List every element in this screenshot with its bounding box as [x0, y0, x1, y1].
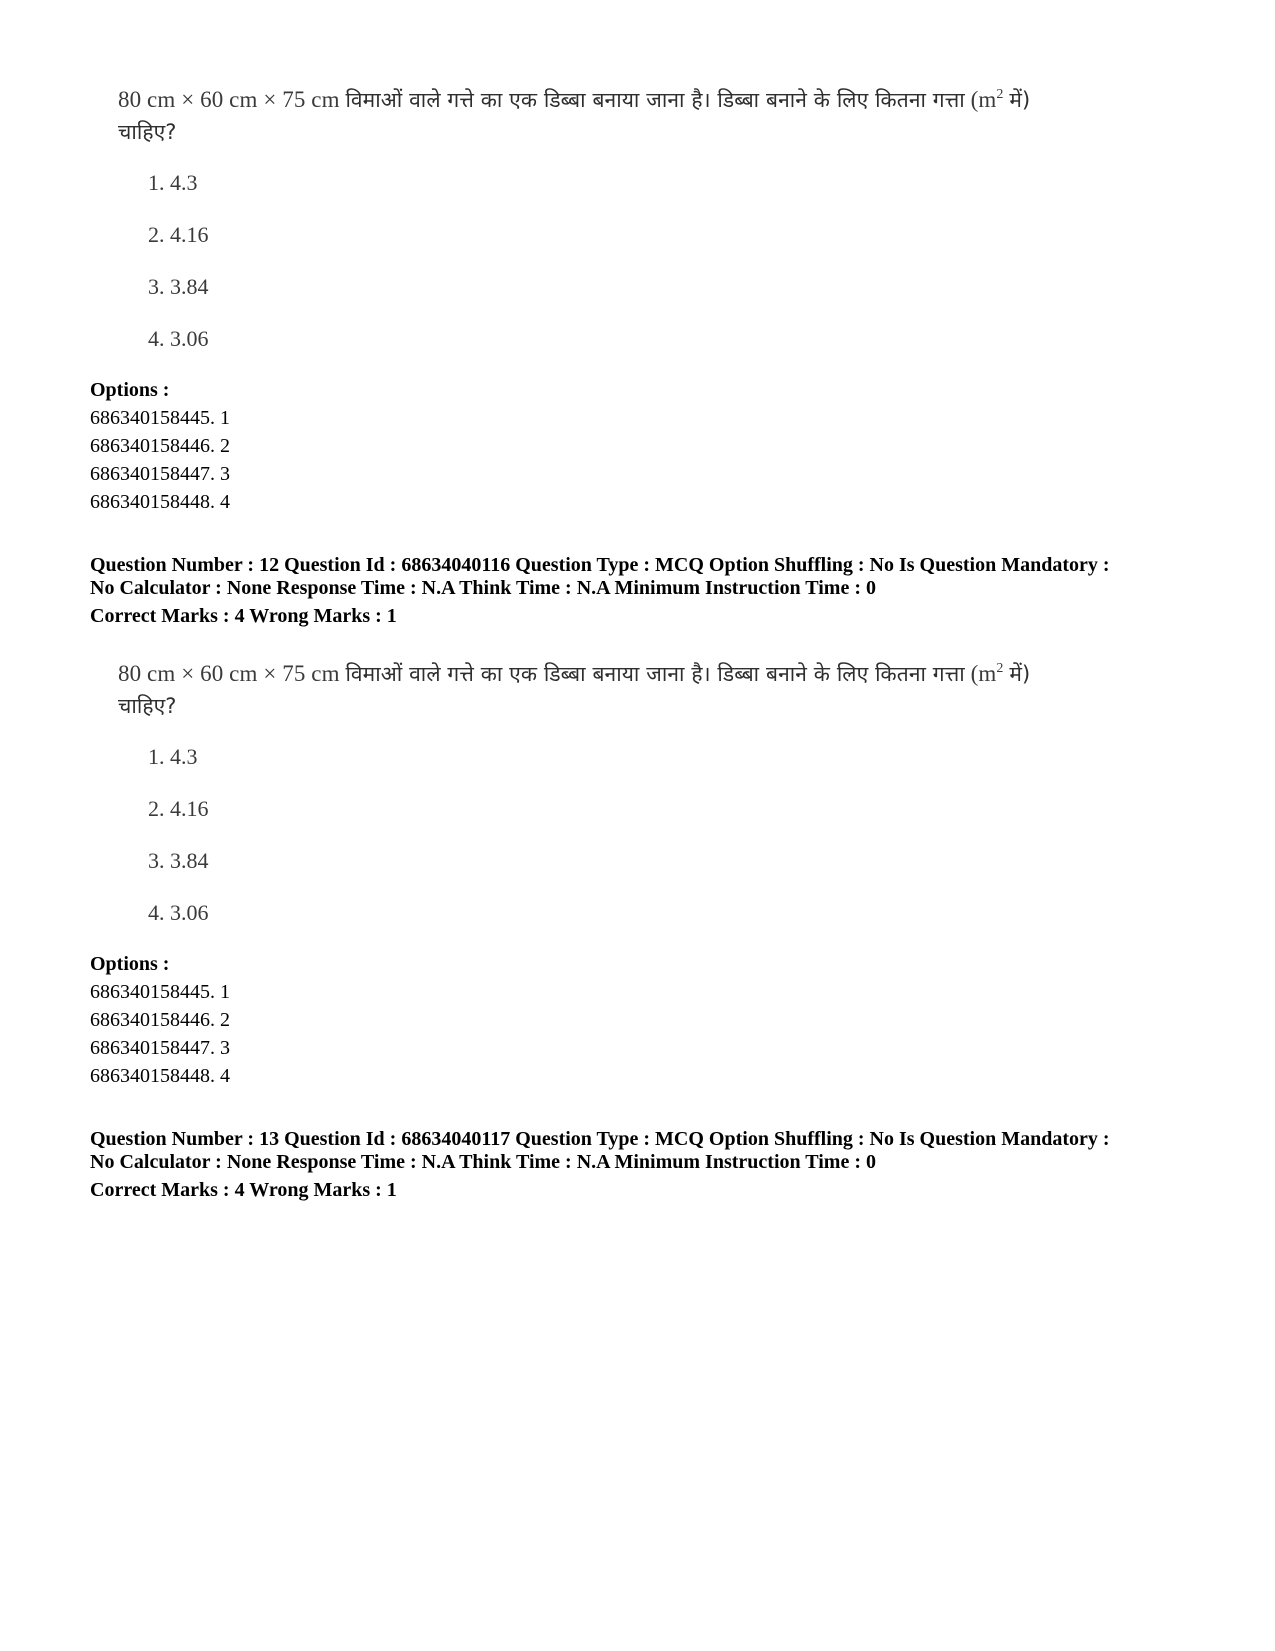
question-hindi-text: विमाओं वाले गत्ते का एक डिब्बा बनाया जाना है। डिब्बा बनाने के लिए कितना गत्ता — [345, 662, 965, 686]
choice-2: 2. 4.16 — [148, 222, 209, 247]
question-unit-open: (m — [970, 661, 997, 686]
option-id-3: 686340158447. 3 — [90, 463, 230, 485]
option-id-2: 686340158446. 2 — [90, 435, 230, 457]
question-meta-line1: Question Number : 12 Question Id : 68634040116 Question Type : MCQ Option Shuffling : No Is Question Mandatory : — [90, 554, 1110, 576]
question-text — [118, 84, 1178, 148]
option-id-3: 686340158447. 3 — [90, 1037, 230, 1059]
option-id-1: 686340158445. 1 — [90, 407, 230, 429]
question-dimensions: 80 cm × 60 cm × 75 cm — [118, 87, 340, 112]
question-unit-close: में) — [1009, 662, 1031, 686]
question-text — [118, 658, 1178, 722]
option-id-4: 686340158448. 4 — [90, 491, 230, 513]
question-marks: Correct Marks : 4 Wrong Marks : 1 — [90, 605, 397, 627]
option-id-1: 686340158445. 1 — [90, 981, 230, 1003]
question-text-line2: चाहिए? — [118, 120, 177, 144]
choice-3: 3. 3.84 — [148, 848, 209, 873]
question-unit-close: में) — [1009, 88, 1031, 112]
question-unit-superscript: 2 — [996, 87, 1004, 102]
question-meta-line2: No Calculator : None Response Time : N.A Think Time : N.A Minimum Instruction Time : 0 — [90, 577, 876, 599]
choice-1: 1. 4.3 — [148, 170, 198, 195]
question-unit-superscript: 2 — [996, 661, 1004, 676]
question-text-line2: चाहिए? — [118, 694, 177, 718]
choice-1: 1. 4.3 — [148, 744, 198, 769]
options-label: Options : — [90, 953, 170, 975]
choice-4: 4. 3.06 — [148, 900, 209, 925]
question-meta-line2: No Calculator : None Response Time : N.A Think Time : N.A Minimum Instruction Time : 0 — [90, 1151, 876, 1173]
option-id-4: 686340158448. 4 — [90, 1065, 230, 1087]
option-id-2: 686340158446. 2 — [90, 1009, 230, 1031]
choice-3: 3. 3.84 — [148, 274, 209, 299]
question-dimensions: 80 cm × 60 cm × 75 cm — [118, 661, 340, 686]
question-marks: Correct Marks : 4 Wrong Marks : 1 — [90, 1179, 397, 1201]
question-unit-open: (m — [970, 87, 997, 112]
options-label: Options : — [90, 379, 170, 401]
choice-2: 2. 4.16 — [148, 796, 209, 821]
question-meta-line1: Question Number : 13 Question Id : 68634040117 Question Type : MCQ Option Shuffling : No Is Question Mandatory : — [90, 1128, 1110, 1150]
question-image-12 — [118, 658, 1178, 925]
question-hindi-text: विमाओं वाले गत्ते का एक डिब्बा बनाया जाना है। डिब्बा बनाने के लिए कितना गत्ता — [345, 88, 965, 112]
choice-4: 4. 3.06 — [148, 326, 209, 351]
question-image-1 — [118, 84, 1178, 351]
